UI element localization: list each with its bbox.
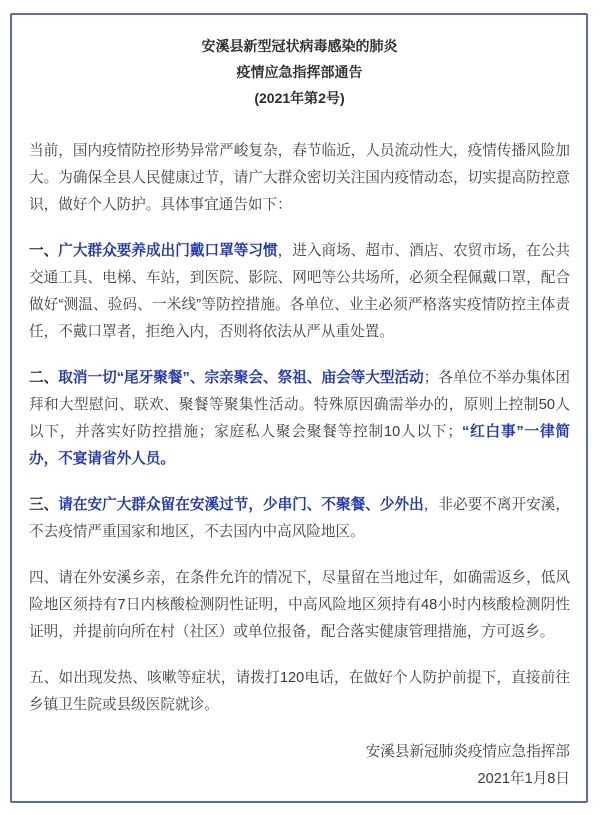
signature-org: 安溪县新冠肺炎疫情应急指挥部 <box>365 744 570 760</box>
paragraph-2 <box>29 238 570 346</box>
text-segment-blue: 取消一切“尾牙聚餐”、宗亲聚会、祭祖、庙会等大型活动 <box>58 370 424 386</box>
notice-title-line-2: 疫情应急指挥部通告 <box>236 64 363 80</box>
text-segment-normal: ，进入商场、超市、酒店、农贸市场，在公共交通工具、电梯、车站，到医院、影院、网吧等公共场所，必须全程佩戴口罩，配合做好“测温、验码、一米线”等防控措施。各单位、业主必须严格落实疫情防控主体责任，不戴口罩者，拒绝入内，否则将依法从严从重处置。 <box>29 243 570 340</box>
paragraph-4 <box>29 492 570 546</box>
notice-content <box>12 15 586 793</box>
text-segment-normal: 当前，国内疫情防控形势异常严峻复杂，春节临近，人员流动性大，疫情传播风险加大。为确保全县人民健康过节，请广大群众密切关注国内疫情动态，切实提高防控意识，做好个人防护。具体事宜通告如下： <box>29 143 570 213</box>
text-segment-blue: 请在安广大群众留在安溪过节，少串门、不聚餐、少外出 <box>58 497 424 513</box>
text-segment-blue: “红白事”一律简办，不宴请省外人员。 <box>29 424 570 467</box>
text-segment-bold: 三、 <box>29 497 59 513</box>
paragraph-1 <box>29 138 570 219</box>
text-segment-normal: 四、请在外安溪乡亲，在条件允许的情况下，尽量留在当地过年，如确需返乡，低风险地区须持有7日内核酸检测阴性证明，中高风险地区须持有48小时内核酸检测阴性证明，并提前向所在村（社区）或单位报备，配合落实健康管理措施，方可返乡。 <box>29 570 570 640</box>
signature-date: 2021年1月8日 <box>477 771 570 787</box>
text-segment-bold: 二、 <box>29 370 59 386</box>
notice-title-line-1: 安溪县新型冠状病毒感染的肺炎 <box>201 38 398 54</box>
paragraph-list <box>29 138 570 719</box>
text-segment-bold: 一、 <box>29 243 59 259</box>
paragraph-5 <box>29 565 570 646</box>
text-segment-normal: ；各单位不举办集体团拜和大型慰问、联欢、聚餐等聚集性活动。特殊原因确需举办的，原则上控制50人以下，并落实好防控措施；家庭私人聚会聚餐等控制10人以下； <box>29 370 570 440</box>
notice-page-border <box>10 13 588 803</box>
text-segment-normal: ，非必要不离开安溪，不去疫情严重国家和地区，不去国内中高风险地区。 <box>29 497 570 540</box>
notice-title-block <box>29 33 570 111</box>
notice-title-line-3: (2021年第2号) <box>254 90 345 106</box>
paragraph-6 <box>29 665 570 719</box>
paragraph-3 <box>29 365 570 473</box>
signature-block <box>29 739 570 793</box>
text-segment-blue: 广大群众要养成出门戴口罩等习惯 <box>58 243 278 259</box>
text-segment-normal: 五、如出现发热、咳嗽等症状，请拨打120电话，在做好个人防护前提下，直接前往乡镇卫生院或县级医院就诊。 <box>29 670 570 713</box>
